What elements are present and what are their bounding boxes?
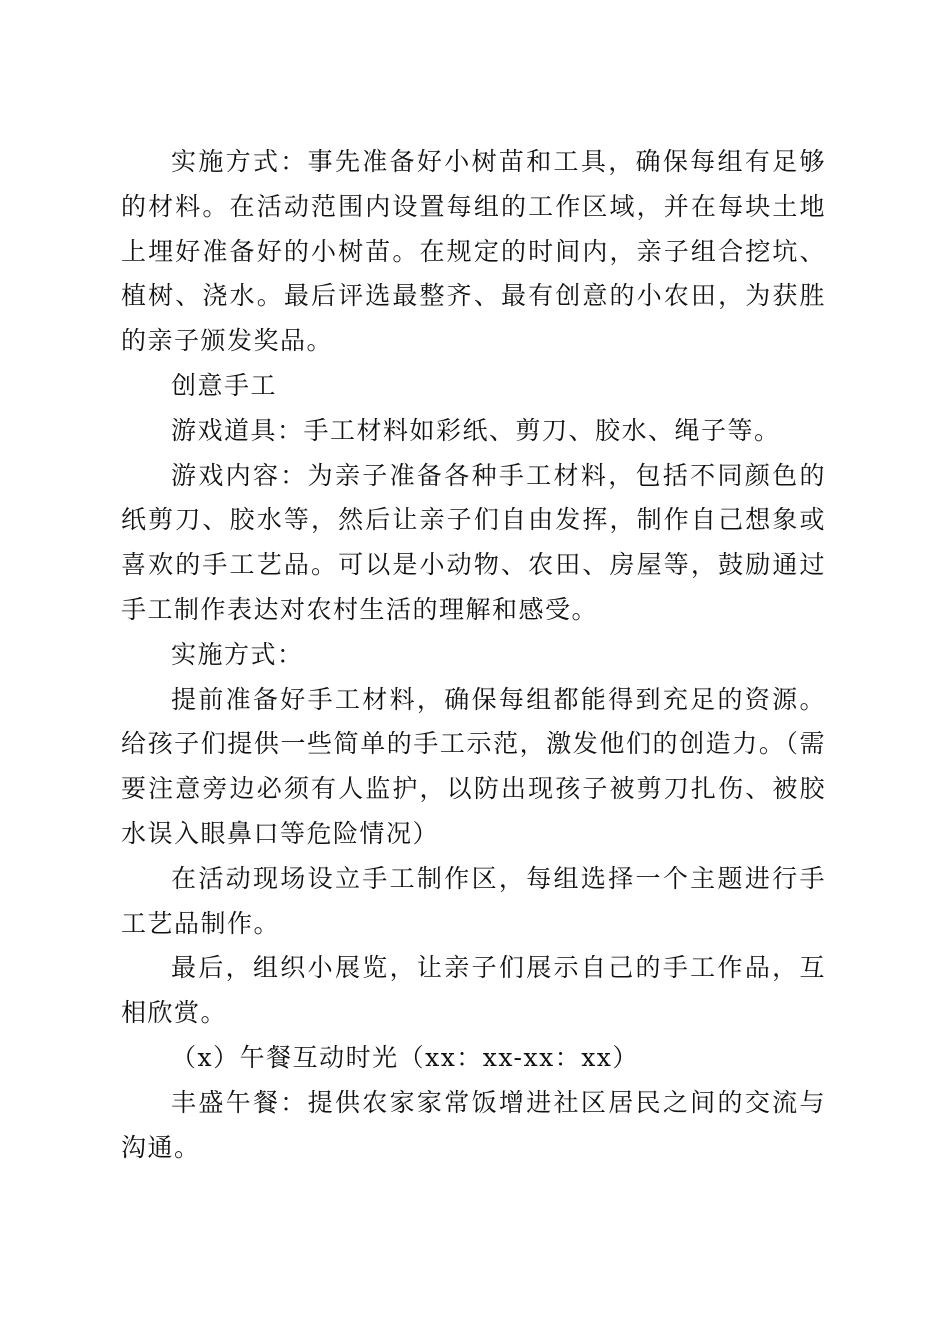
paragraph-game-content: 游戏内容：为亲子准备各种手工材料，包括不同颜色的纸剪刀、胶水等，然后让亲子们自由发挥，制作自己想象或喜欢的手工艺品。可以是小动物、农田、房屋等，鼓励通过手工制作表达对农村生活的理解和感受。 (121, 460, 826, 624)
heading-creative-handcraft: 创意手工 (171, 370, 278, 400)
paragraph-workshop-area: 在活动现场设立手工制作区，每组选择一个主题进行手工艺品制作。 (121, 863, 826, 938)
paragraph-lunch: 丰盛午餐：提供农家家常饭增进社区居民之间的交流与沟通。 (121, 1087, 826, 1162)
heading-lunch-time: （x）午餐互动时光（xx：xx-xx：xx） (171, 1042, 639, 1072)
paragraph-game-props: 游戏道具：手工材料如彩纸、剪刀、胶水、绳子等。 (171, 415, 781, 445)
paragraph-exhibition: 最后，组织小展览，让亲子们展示自己的手工作品，互相欣赏。 (121, 953, 826, 1028)
paragraph-implementation-label: 实施方式： (171, 639, 304, 669)
paragraph-implementation-tree-planting: 实施方式：事先准备好小树苗和工具，确保每组有足够的材料。在活动范围内设置每组的工作区域，并在每块土地上埋好准备好的小树苗。在规定的时间内，亲子组合挖坑、植树、浇水。最后评选最整齐、最有创意的小农田，为获胜的亲子颁发奖品。 (121, 147, 826, 356)
paragraph-prepare-materials: 提前准备好手工材料，确保每组都能得到充足的资源。给孩子们提供一些简单的手工示范，激发他们的创造力。（需要注意旁边必须有人监护，以防出现孩子被剪刀扎伤、被胶水误入眼鼻口等危险情况） (121, 684, 826, 848)
document-body (121, 140, 826, 1170)
